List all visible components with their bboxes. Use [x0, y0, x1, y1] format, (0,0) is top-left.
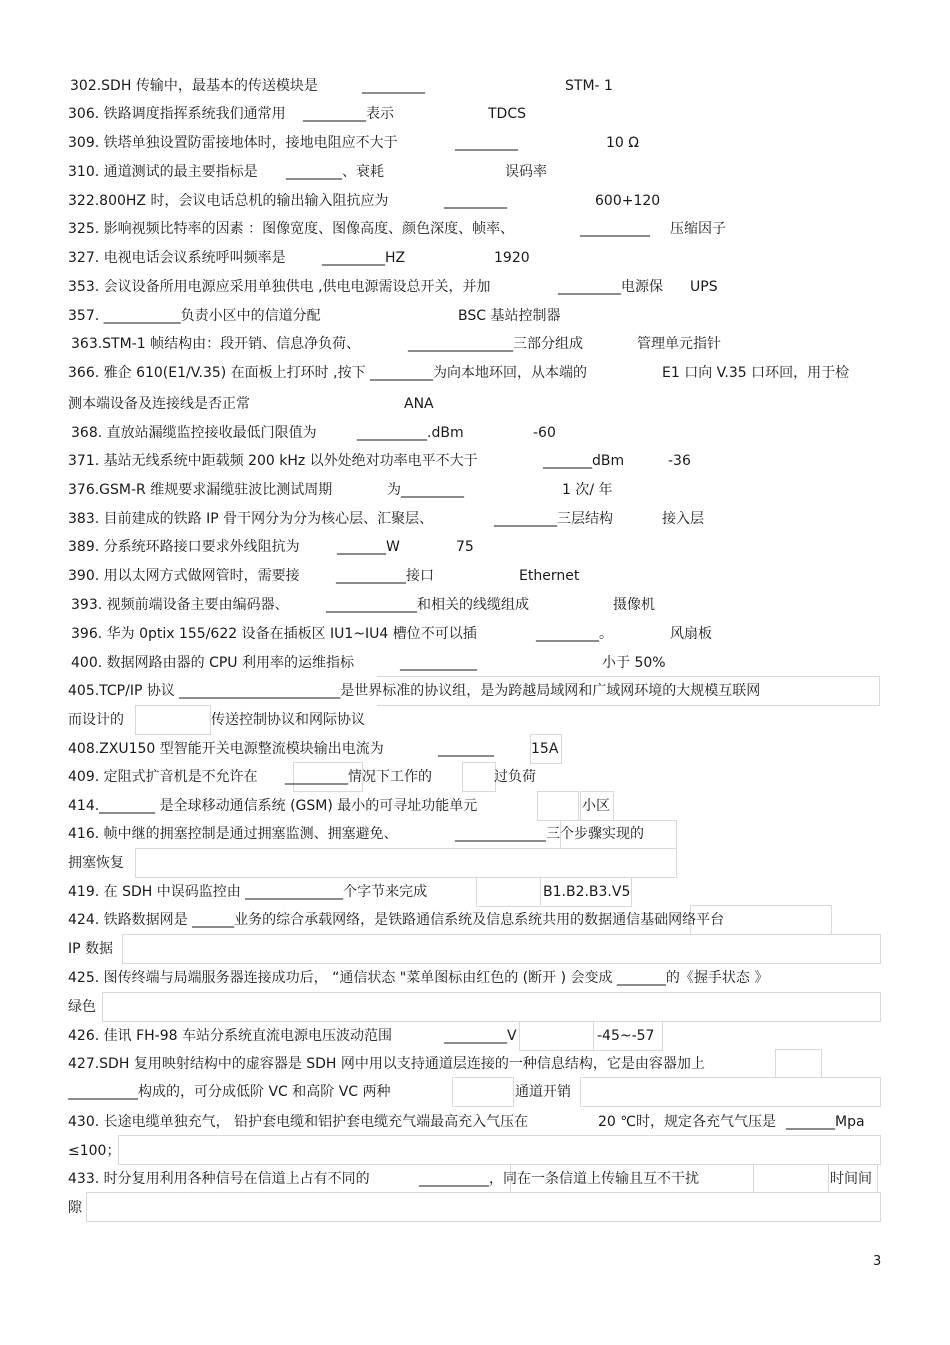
answer-text: _________电源保	[558, 279, 663, 295]
answer-text: _________	[444, 193, 507, 209]
question-text: 409. 定阻式扩音机是不允许在	[68, 769, 258, 785]
question-text: 拥塞恢复	[68, 855, 124, 871]
answer-text: 管理单元指针	[637, 336, 721, 352]
question-text: 383. 目前建成的铁路 IP 骨干网分为分为核心层、汇聚层、	[68, 511, 434, 527]
answer-frame	[476, 877, 542, 907]
answer-text: 过负荷	[494, 769, 536, 785]
answer-text: ________、衰耗	[286, 164, 384, 180]
answer-text: -60	[533, 425, 556, 441]
question-text: 427.SDH 复用映射结构中的虚容器是 SDH 网中用以支持通道层连接的一种信息结构，它是由容器加上	[68, 1056, 705, 1072]
answer-text: -45~-57	[597, 1028, 655, 1044]
answer-text: _________HZ	[322, 250, 406, 266]
answer-frame	[135, 848, 677, 878]
answer-text: _________	[362, 78, 425, 94]
answer-text: BSC 基站控制器	[458, 308, 561, 324]
question-text: 368. 直放站漏缆监控接收最低门限值为	[71, 425, 317, 441]
answer-frame	[118, 1135, 881, 1165]
answer-text: 摄像机	[613, 597, 655, 613]
question-text: 414.________ 是全球移动通信系统 (GSM) 最小的可寻址功能单元	[68, 798, 478, 814]
answer-frame	[122, 934, 881, 964]
answer-text: -36	[668, 453, 691, 469]
answer-text: 15A	[531, 741, 559, 757]
question-text: 416. 帧中继的拥塞控制是通过拥塞监测、拥塞避免、	[68, 826, 398, 842]
question-text: 绿色	[68, 999, 96, 1015]
answer-text: 时间间	[830, 1171, 872, 1187]
question-text: 371. 基站无线系统中距载频 200 kHz 以外处绝对功率电平不大于	[68, 453, 478, 469]
question-text: 393. 视频前端设备主要由编码器、	[71, 597, 289, 613]
answer-text: 75	[456, 539, 474, 555]
answer-text: __________	[580, 221, 650, 237]
question-text: 而设计的	[68, 712, 124, 728]
answer-text: 10 Ω	[606, 135, 639, 151]
question-text: 396. 华为 0ptix 155/622 设备在插板区 IU1~IU4 槽位不可以插	[71, 626, 477, 642]
answer-text: ANA	[404, 396, 434, 412]
answer-text: _________。	[536, 626, 613, 642]
page-number: 3	[873, 1254, 882, 1269]
answer-text: 1920	[494, 250, 530, 266]
answer-frame	[537, 791, 579, 821]
answer-text: 小区	[582, 798, 610, 814]
answer-text: _________情况下工作的	[285, 769, 432, 785]
answer-frame	[135, 705, 211, 735]
question-text: 302.SDH 传输中，最基本的传送模块是	[70, 78, 318, 94]
question-text: 433. 时分复用利用各种信号在信道上占有不同的	[68, 1171, 370, 1187]
answer-text: __________接口	[336, 568, 434, 584]
question-text: 376.GSM-R 维规要求漏缆驻波比测试周期	[68, 482, 333, 498]
answer-text: 传送控制协议和网际协议	[211, 712, 365, 728]
answer-frame	[102, 992, 881, 1022]
answer-text: __________.dBm	[357, 425, 464, 441]
answer-text: __________，同在一条信道上传输且互不干扰	[419, 1171, 699, 1187]
answer-text: TDCS	[488, 106, 526, 122]
question-text: IP 数据	[68, 941, 114, 957]
answer-text: _________表示	[303, 106, 394, 122]
answer-text: 600+120	[595, 193, 661, 209]
question-text: 322.800HZ 时，会议电话总机的输出输入阻抗应为	[68, 193, 389, 209]
question-text: 400. 数据网路由器的 CPU 利用率的运维指标	[71, 655, 354, 671]
question-text: 405.TCP/IP 协议 _______________________是世界标准的协议组，是为跨越局域网和广域网环境的大规模互联网	[68, 683, 761, 699]
answer-text: 为_________	[387, 482, 464, 498]
question-text: 408.ZXU150 型智能开关电源整流模块输出电流为	[68, 741, 384, 757]
answer-text: 通道开销	[515, 1084, 571, 1100]
answer-text: 风扇板	[670, 626, 712, 642]
answer-text: 小于 50%	[602, 655, 666, 671]
answer-text: _________V	[444, 1028, 517, 1044]
answer-text: 接入层	[662, 511, 704, 527]
answer-text: _______________三部分组成	[408, 336, 583, 352]
answer-text: _____________三个步骤实现的	[455, 826, 644, 842]
answer-text: 20 ℃时，规定各充气气压是	[598, 1114, 776, 1130]
answer-text: _______Mpa	[786, 1114, 865, 1130]
answer-text: UPS	[690, 279, 718, 295]
question-text: 327. 电视电话会议系统呼叫频率是	[68, 250, 286, 266]
answer-text: 压缩因子	[670, 221, 726, 237]
answer-text: ________	[438, 741, 494, 757]
answer-frame	[452, 1077, 514, 1107]
question-text: 366. 雅企 610(E1/V.35) 在面板上打环时 ,按下 _________为向本地环回，从本端的	[68, 365, 588, 381]
question-text: 357. ___________负责小区中的信道分配	[68, 308, 321, 324]
question-text: 309. 铁塔单独设置防雷接地体时，接地电阻应不大于	[68, 135, 398, 151]
answer-frame	[86, 1192, 881, 1222]
question-text: 389. 分系统环路接口要求外线阻抗为	[68, 539, 300, 555]
answer-text: _____________和相关的线缆组成	[326, 597, 529, 613]
question-text: 425. 图传终端与局端服务器连接成功后， “通信状态 "菜单图标由红色的 (断开 ) 会变成 _______的《握手状态 》	[68, 970, 769, 986]
answer-frame	[519, 1021, 595, 1051]
question-text: 426. 佳讯 FH-98 车站分系统直流电源电压波动范围	[68, 1028, 392, 1044]
question-text: 424. 铁路数据网是 ______业务的综合承载网络，是铁路通信系统及信息系统共用的数据通信基础网络平台	[68, 912, 725, 928]
answer-text: Ethernet	[519, 568, 580, 584]
answer-text: E1 口向 V.35 口环回，用于检	[662, 365, 850, 381]
question-text: __________构成的，可分成低阶 VC 和高阶 VC 两种	[68, 1084, 391, 1100]
question-text: 390. 用以太网方式做网管时，需要接	[68, 568, 300, 584]
answer-text: B1.B2.B3.V5	[543, 884, 631, 900]
answer-frame	[462, 762, 496, 792]
answer-text: _______dBm	[543, 453, 625, 469]
question-text: 测本端设备及连接线是否正常	[68, 396, 250, 412]
question-text: 隙	[68, 1200, 82, 1216]
answer-text: 误码率	[505, 164, 547, 180]
question-text: 363.STM-1 帧结构由：段开销、信息净负荷、	[71, 336, 361, 352]
answer-text: _________三层结构	[494, 511, 613, 527]
answer-frame	[775, 1049, 822, 1079]
answer-text: 1 次/ 年	[562, 482, 613, 498]
answer-text: _______W	[337, 539, 400, 555]
question-text: ≤100；	[68, 1143, 121, 1159]
question-text: 353. 会议设备所用电源应采用单独供电 ,供电电源需设总开关，并加	[68, 279, 491, 295]
question-text: 430. 长途电缆单独充气， 铅护套电缆和铝护套电缆充气端最高充入气压在	[68, 1114, 529, 1130]
answer-text: ___________	[400, 655, 477, 671]
question-text: 419. 在 SDH 中误码监控由 ______________个字节来完成	[68, 884, 428, 900]
answer-frame	[580, 1077, 881, 1107]
question-text: 310. 通道测试的最主要指标是	[68, 164, 258, 180]
question-text: 306. 铁路调度指挥系统我们通常用	[68, 106, 286, 122]
answer-text: STM- 1	[565, 78, 613, 94]
answer-text: _________	[455, 135, 518, 151]
question-text: 325. 影响视频比特率的因素 ：图像宽度、图像高度、颜色深度、帧率、	[68, 221, 515, 237]
